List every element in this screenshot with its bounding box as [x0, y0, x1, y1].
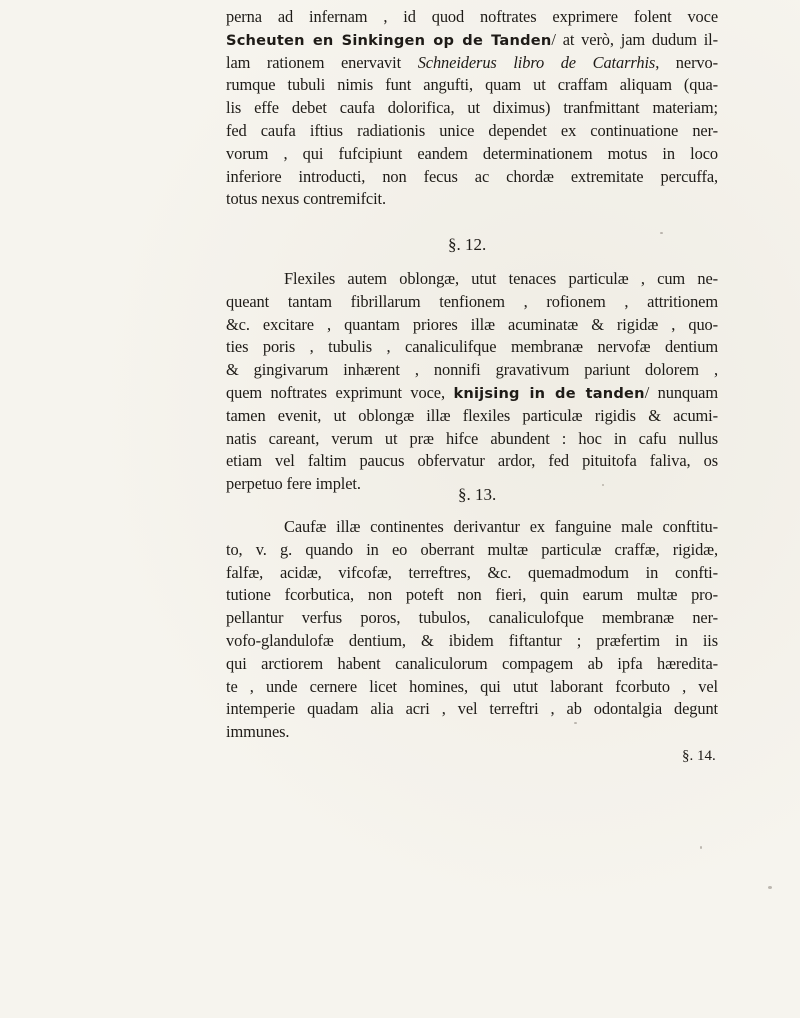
paragraph-3	[226, 516, 718, 744]
text-line	[226, 29, 718, 52]
text-line	[226, 336, 718, 359]
paragraph-1	[226, 6, 718, 211]
text-segment: inferiore introducti, non fecus ac chordæ extremitate percuffa,	[226, 166, 718, 186]
text-segment: pellantur verfus poros, tubulos, canaliculofque membranæ ner-	[226, 608, 718, 628]
text-line	[226, 516, 718, 539]
text-line	[226, 166, 718, 189]
text-segment: , nervo-	[655, 52, 718, 72]
text-line	[226, 143, 718, 166]
section-heading-13: §. 13.	[458, 485, 497, 504]
blackletter-phrase: knijsing in de tanden	[453, 384, 645, 402]
paragraph-2	[226, 268, 718, 496]
text-line	[226, 539, 718, 562]
text-line	[226, 120, 718, 143]
text-segment: intemperie quadam alia acri , vel terreftri , ab odontalgia degunt	[226, 699, 718, 719]
text-line	[226, 630, 718, 653]
text-line	[226, 52, 718, 75]
text-segment: fed caufa iftius radiationis unice dependet ex continuatione ner-	[226, 120, 718, 140]
text-segment: Caufæ illæ continentes derivantur ex fanguine male conftitu-	[284, 517, 718, 536]
text-segment: vofo-glandulofæ dentium, & ibidem fiftantur ; præfertim in iis	[226, 630, 718, 650]
text-segment: &c. excitare , quantam priores illæ acuminatæ & rigidæ , quo-	[226, 314, 718, 334]
text-line	[226, 698, 718, 721]
text-segment: / nunquam	[644, 382, 718, 402]
text-segment: lis effe debet caufa dolorifica, ut diximus) tranfmittant materiam;	[226, 98, 718, 118]
text-segment: tutione fcorbutica, non poteft non fieri, quin earum multæ pro-	[226, 585, 718, 605]
paper-speck	[602, 484, 604, 486]
text-segment: / at verò, jam dudum il-	[551, 29, 718, 49]
text-segment: queant tantam fibrillarum tenfionem , rofionem , attritionem	[226, 291, 718, 311]
text-segment: quem noftrates exprimunt voce,	[226, 382, 454, 402]
text-line	[226, 721, 718, 744]
text-segment: perna ad infernam , id quod noftrates exprimere folent voce	[226, 7, 718, 26]
text-segment: immunes.	[226, 722, 290, 742]
text-line	[226, 653, 718, 676]
text-segment: totus nexus contremifcit.	[226, 189, 387, 209]
text-line	[226, 382, 718, 405]
text-line	[226, 188, 718, 211]
catchword: §. 14.	[682, 748, 716, 764]
text-line	[226, 268, 718, 291]
text-segment: falfæ, acidæ, vifcofæ, terreftres, &c. quemadmodum in confti-	[226, 562, 718, 582]
text-line	[226, 97, 718, 120]
text-line	[226, 405, 718, 428]
text-segment: ties poris , tubulis , canaliculifque membranæ nervofæ dentium	[226, 337, 718, 357]
text-line	[226, 450, 718, 473]
paper-speck	[768, 886, 772, 889]
paper-speck	[700, 846, 702, 849]
text-line	[226, 359, 718, 382]
text-line	[226, 291, 718, 314]
text-line	[226, 584, 718, 607]
paper-speck	[660, 232, 663, 234]
text-segment: vorum , qui fufcipiunt eandem determinationem motus in loco	[226, 143, 718, 163]
text-segment: qui arctiorem habent canaliculorum compagem ab ipfa hæredita-	[226, 653, 718, 673]
text-line	[226, 6, 718, 29]
text-segment: lam rationem enervavit	[226, 52, 418, 72]
text-line	[226, 74, 718, 97]
text-segment: rumque tubuli nimis funt angufti, quam ut craffam aliquam (qua-	[226, 75, 718, 95]
italic-citation: Schneiderus libro de Catarrhis	[417, 52, 656, 72]
text-segment: natis careant, verum ut præ hifce abundent : hoc in cafu nullus	[226, 428, 718, 448]
text-segment: perpetuo fere implet.	[226, 474, 361, 494]
section-heading-12: §. 12.	[448, 235, 487, 254]
text-segment: Flexiles autem oblongæ, utut tenaces particulæ , cum ne-	[284, 269, 718, 288]
blackletter-phrase: Scheuten en Sinkingen op de Tanden	[226, 31, 552, 49]
text-segment: etiam vel faltim paucus obfervatur ardor, fed pituitofa faliva, os	[226, 451, 718, 471]
text-segment: & gingivarum inhærent , nonnifi gravativum pariunt dolorem ,	[226, 360, 718, 380]
text-line	[226, 428, 718, 451]
text-segment: to, v. g. quando in eo oberrant multæ particulæ craffæ, rigidæ,	[226, 539, 718, 559]
text-segment: te , unde cernere licet homines, qui utut laborant fcorbuto , vel	[226, 676, 718, 696]
text-line	[226, 562, 718, 585]
paper-speck	[574, 722, 577, 724]
text-segment: tamen evenit, ut oblongæ illæ flexiles particulæ rigidis & acumi-	[226, 405, 718, 425]
text-line	[226, 676, 718, 699]
text-line	[226, 607, 718, 630]
text-line	[226, 314, 718, 337]
